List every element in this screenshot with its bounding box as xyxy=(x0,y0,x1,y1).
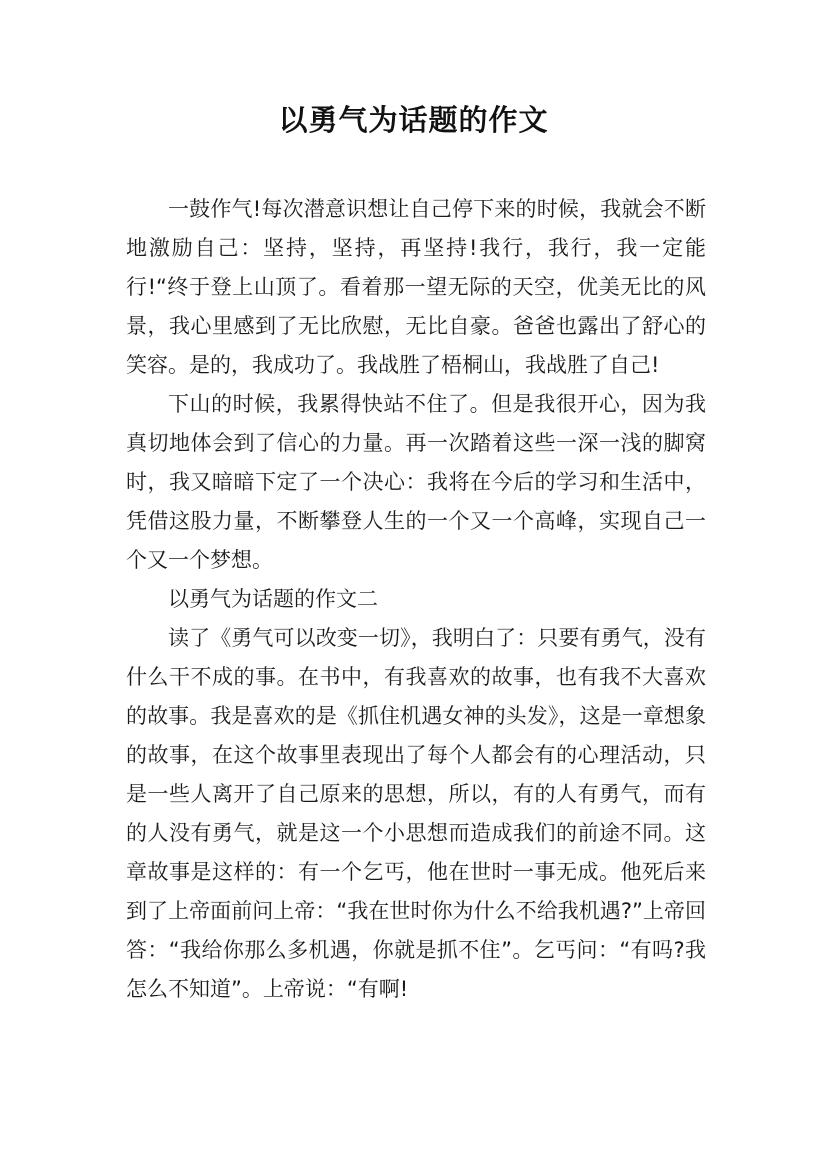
paragraph: 读了《勇气可以改变一切》，我明白了：只要有勇气，没有什么干不成的事。在书中，有我喜欢的故事，也有我不大喜欢的故事。我是喜欢的是《抓住机遇女神的头发》，这是一章想象的故事，在这个故事里表现出了每个人都会有的心理活动，只是一些人离开了自己原来的思想，所以，有的人有勇气，而有的人没有勇气，就是这一个小思想而造成我们的前途不同。这章故事是这样的：有一个乞丐，他在世时一事无成。他死后来到了上帝面前问上帝：“我在世时你为什么不给我机遇?”上帝回答：“我给你那么多机遇，你就是抓不住”。乞丐问：“有吗?我怎么不知道”。上帝说：“有啊! xyxy=(126,626,706,1001)
section-heading: 以勇气为话题的作文二 xyxy=(168,587,378,611)
document-title: 以勇气为话题的作文 xyxy=(278,103,549,137)
paragraph: 下山的时候，我累得快站不住了。但是我很开心，因为我真切地体会到了信心的力量。再一次踏着这些一深一浅的脚窝时，我又暗暗下定了一个决心：我将在今后的学习和生活中，凭借这股力量，不断攀登人生的一个又一个高峰，实现自己一个又一个梦想。 xyxy=(126,392,706,572)
paragraph: 一鼓作气!每次潜意识想让自己停下来的时候，我就会不断地激励自己：坚持，坚持，再坚持!我行，我行，我一定能行!“终于登上山顶了。看着那一望无际的天空，优美无比的风景，我心里感到了无比欣慰，无比自豪。爸爸也露出了舒心的笑容。是的，我成功了。我战胜了梧桐山，我战胜了自己! xyxy=(126,197,706,377)
document-body xyxy=(126,190,706,1009)
